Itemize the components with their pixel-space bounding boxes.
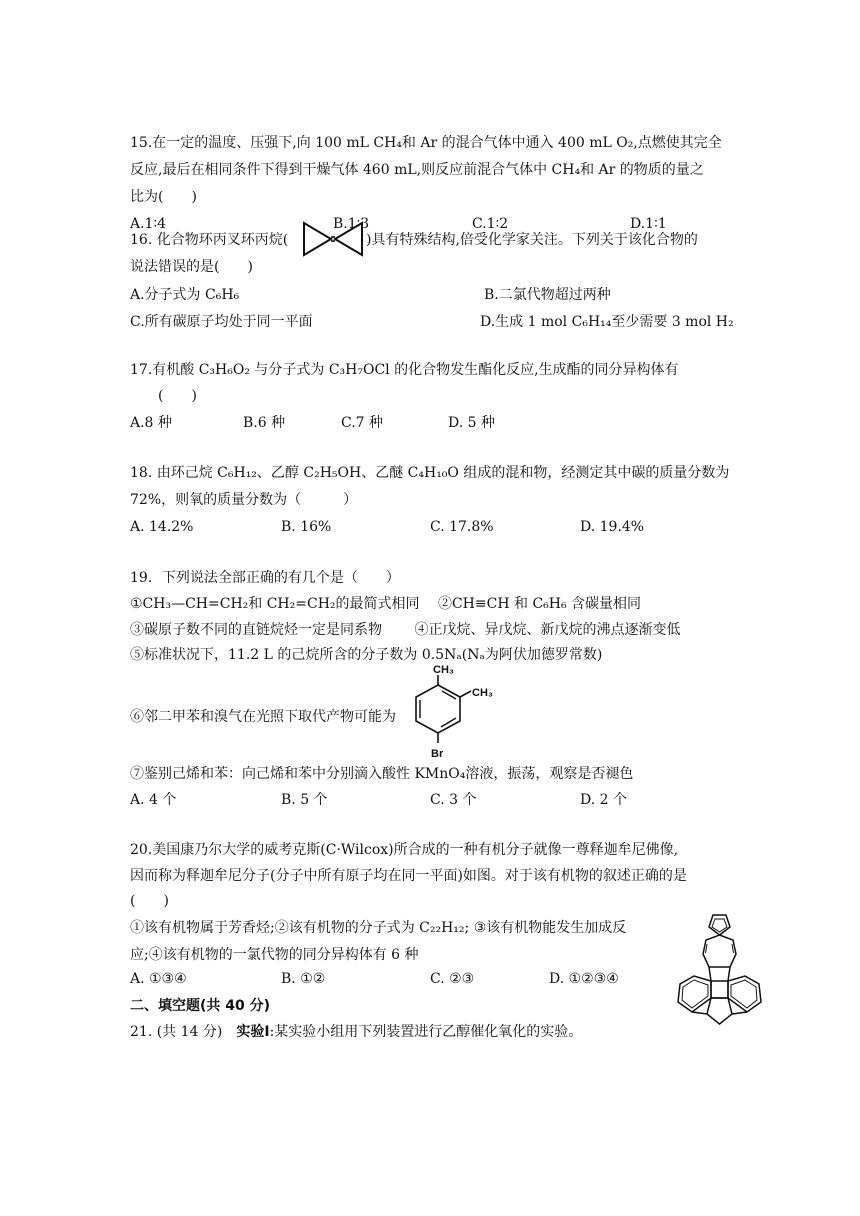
q19-option-a: A. 4 个 <box>130 792 177 808</box>
q15-line2: 反应,最后在相同条件下得到干燥气体 460 mL,则反应前混合气体中 CH₄和 Ar 的物质的量之 <box>130 162 704 178</box>
q20-option-a: A. ①③④ <box>130 971 187 987</box>
methyl-label-top: CH₃ <box>433 664 454 676</box>
q20-line3: ( ) <box>130 893 169 909</box>
q18-line1: 18. 由环己烷 C₆H₁₂、乙醇 C₂H₅OH、乙醚 C₄H₁₀O 组成的混和物，经测定其中碳的质量分数为 <box>130 465 730 481</box>
q21-text: :某实验小组用下列装置进行乙醇催化氧化的实验。 <box>269 1024 583 1040</box>
q18-line2: 72%，则氧的质量分数为（ ） <box>130 492 358 508</box>
q17-option-c: C.7 种 <box>341 415 384 431</box>
q20-option-c: C. ②③ <box>430 971 475 987</box>
q16-option-d: D.生成 1 mol C₆H₁₄至少需要 3 mol H₂ <box>480 314 734 330</box>
cyclopropylidene-cyclopropane-structure <box>300 220 366 258</box>
q18-option-a: A. 14.2% <box>130 519 194 535</box>
q18-option-d: D. 19.4% <box>580 519 645 535</box>
q19-option-b: B. 5 个 <box>281 792 328 808</box>
q16-option-a: A.分子式为 C₆H₆ <box>130 287 240 303</box>
q20-line2: 因而称为释迦牟尼分子(分子中所有原子均在同一平面)如图。对于该有机物的叙述正确的是 <box>130 868 687 884</box>
q20-line4: ①该有机物属于芳香烃;②该有机物的分子式为 C₂₂H₁₂; ③该有机物能发生加成反 <box>130 920 627 936</box>
q17-option-d: D. 5 种 <box>448 415 495 431</box>
q20-option-d: D. ①②③④ <box>549 971 619 987</box>
q19-option-c: C. 3 个 <box>430 792 477 808</box>
q20-line5: 应;④该有机物的一氯代物的同分异构体有 6 种 <box>130 947 419 963</box>
q19-statement-3-4: ③碳原子数不同的直链烷烃一定是同系物 ④正戊烷、异戊烷、新戊烷的沸点逐渐变低 <box>130 622 681 638</box>
q16-line2: 说法错误的是( ) <box>130 259 253 275</box>
methyl-label-right: CH₃ <box>472 687 493 699</box>
q19-statement-6: ⑥邻二甲苯和溴气在光照下取代产物可能为 <box>130 709 396 725</box>
q19-statement-1-2: ①CH₃—CH=CH₂和 CH₂=CH₂的最简式相同 ②CH≡CH 和 C₆H₆ 含碳量相同 <box>130 596 642 612</box>
q15-line3: 比为( ) <box>130 189 197 205</box>
q20-option-b: B. ①② <box>281 971 326 987</box>
q19-statement-5: ⑤标准状况下，11.2 L 的己烷所含的分子数为 0.5Nₐ(Nₐ为阿伏加德罗常数) <box>130 647 603 663</box>
q15-option-a: A.1∶4 <box>130 216 167 232</box>
q17-option-a: A.8 种 <box>130 415 172 431</box>
q16-option-c: C.所有碳原子均处于同一平面 <box>130 314 313 330</box>
q17-line1: 17.有机酸 C₃H₆O₂ 与分子式为 C₃H₇OCl 的化合物发生酯化反应,生成酯的同分异构体有 <box>130 362 679 378</box>
q17-line2: ( ) <box>158 388 197 404</box>
q15-line1: 15.在一定的温度、压强下,向 100 mL CH₄和 Ar 的混合气体中通入 400 mL O₂,点燃使其完全 <box>130 135 722 151</box>
q19-line1: 19．下列说法全部正确的有几个是（ ） <box>130 570 400 586</box>
bromine-label: Br <box>431 748 444 760</box>
q15-option-b: B.1∶3 <box>333 216 370 232</box>
q21-prefix: 21. (共 14 分) <box>130 1024 237 1040</box>
q16-line1-suffix: )具有特殊结构,倍受化学家关注。下列关于该化合物的 <box>366 232 698 248</box>
q16-option-b: B.二氯代物超过两种 <box>484 287 611 303</box>
bromo-xylene-structure <box>405 665 515 765</box>
q17-option-b: B.6 种 <box>243 415 286 431</box>
q19-statement-7: ⑦鉴别己烯和苯：向己烯和苯中分别滴入酸性 KMnO₄溶液，振荡，观察是否褪色 <box>130 766 634 782</box>
q15-option-c: C.1∶2 <box>472 216 509 232</box>
q21-line <box>130 1022 582 1042</box>
q15-option-d: D.1∶1 <box>630 216 667 232</box>
q18-option-c: C. 17.8% <box>430 519 494 535</box>
q21-experiment-label: 实验Ⅰ <box>236 1024 270 1040</box>
q20-line1: 20.美国康乃尔大学的威考克斯(C·Wilcox)所合成的一种有机分子就像一尊释迦牟尼佛像, <box>130 842 679 858</box>
q18-option-b: B. 16% <box>281 519 332 535</box>
q19-option-d: D. 2 个 <box>580 792 627 808</box>
section-2-heading: 二、填空题(共 40 分) <box>130 998 271 1014</box>
buddha-molecule-structure <box>670 910 780 1035</box>
q16-line1-prefix: 16. 化合物环丙叉环丙烷( <box>130 232 289 248</box>
